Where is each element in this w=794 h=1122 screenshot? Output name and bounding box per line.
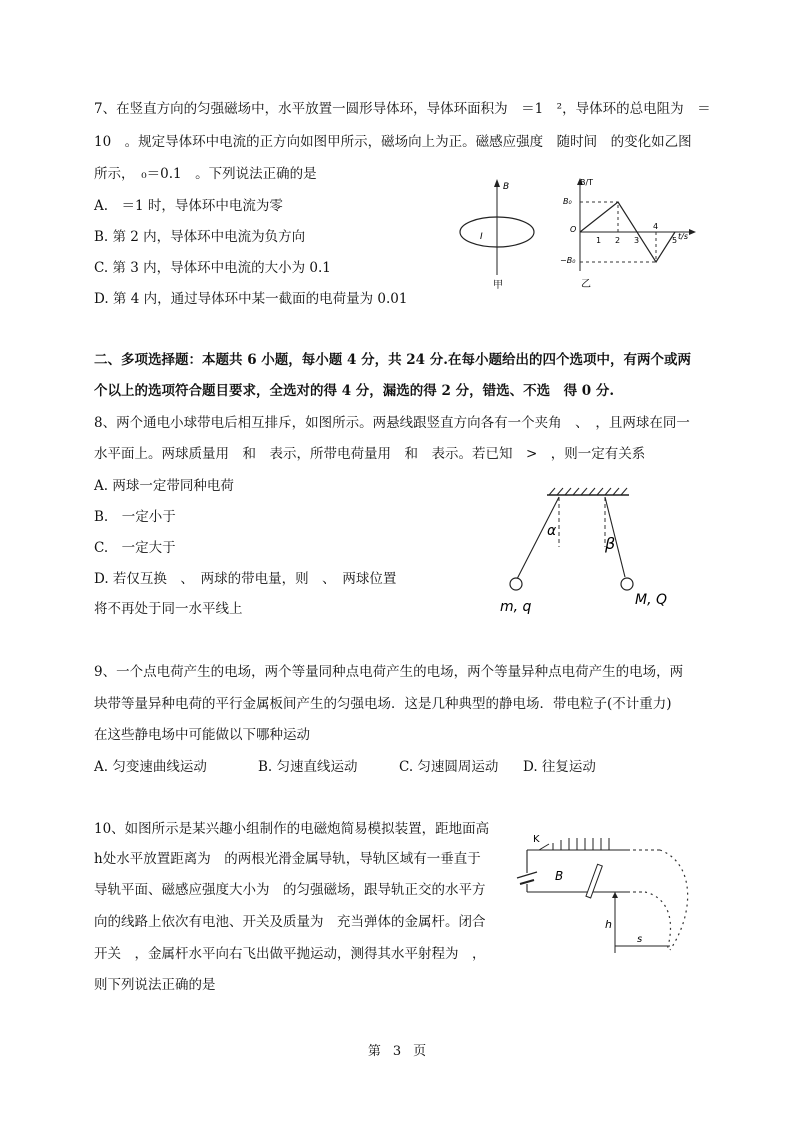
q10-battery-short (520, 880, 534, 884)
yi-x-arrow-icon (689, 229, 696, 235)
q9-line-2: 块带等量异种电荷的平行金属板间产生的匀强电场．这是几种典型的静电场．带电粒子(不计重力) (94, 696, 672, 712)
yi-ylabel: B/T (580, 178, 594, 187)
q8-option-c: C. 一定大于 (94, 540, 176, 556)
q7-line-1: 7、在竖直方向的匀强磁场中，水平放置一圆形导体环，导体环面积为 ＝1 ²，导体环的总电阻为 ＝ (94, 101, 711, 117)
q9-line-1: 9、一个点电荷产生的电场，两个等量同种点电荷产生的电场，两个等量异种点电荷产生的电场，两 (94, 664, 684, 680)
q8-option-b: B. 一定小于 (94, 509, 176, 525)
yi-origin: O (570, 225, 577, 234)
yi-tick-2: 2 (615, 236, 621, 245)
yi-tick-1: 1 (596, 236, 602, 245)
q8-figure (495, 485, 695, 615)
q9-option-c: C. 匀速圆周运动 (399, 759, 499, 775)
q10-s-label: s (637, 934, 643, 945)
q8-left-label: m, q (500, 599, 532, 615)
q10-metal-rod (586, 864, 602, 898)
q10-line-4: 向的线路上依次有电池、开关及质量为 充当弹体的金属杆。闭合 (94, 914, 486, 930)
q8-alpha: α (547, 523, 557, 539)
q10-line-1: 10、如图所示是某兴趣小组制作的电磁炮简易模拟装置，距地面高 (94, 821, 490, 837)
q8-left-ball (510, 578, 522, 590)
q8-right-label: M, Q (635, 592, 667, 608)
q9-option-d: D. 往复运动 (523, 759, 596, 775)
q8-line-1: 8、两个通电小球带电后相互排斥，如图所示。两悬线跟竖直方向各有一个夹角 、 ，且两球在同一 (94, 415, 690, 431)
q7-option-c: C. 第 3 内，导体环中电流的大小为 0.1 (94, 260, 331, 276)
q10-h-label: h (605, 918, 612, 931)
jia-b-arrow-icon (494, 179, 500, 187)
q10-trajectory-outer (660, 850, 688, 950)
yi-tick-3: 3 (634, 236, 640, 245)
q8-option-a: A. 两球一定带同种电荷 (94, 478, 234, 494)
q9-line-3: 在这些静电场中可能做以下哪种运动 (94, 727, 310, 743)
yi-tick-4: 4 (653, 222, 659, 231)
yi-tick-5: 5 (672, 236, 678, 245)
yi-neg-b0-label: −B₀ (560, 256, 576, 265)
page-number: 3 (392, 1044, 402, 1059)
q7-option-a: A. ＝1 时，导体环中电流为零 (94, 198, 283, 214)
q8-beta: β (605, 534, 616, 553)
yi-xlabel: t/s (678, 232, 688, 241)
q7-line-3: 所示， ₀＝0.1 。下列说法正确的是 (94, 166, 317, 182)
footer-di: 第 (367, 1044, 381, 1059)
q10-field-lines (553, 838, 609, 850)
footer-ye: 页 (413, 1044, 427, 1059)
q10-line-5: 开关 ，金属杆水平向右飞出做平抛运动，测得其水平射程为 ， (94, 946, 486, 962)
yi-caption: 乙 (581, 279, 591, 290)
jia-caption: 甲 (493, 280, 503, 290)
q7-option-b: B. 第 2 内，导体环中电流为负方向 (94, 229, 306, 245)
yi-plot (577, 178, 696, 271)
jia-i-label: I (480, 232, 483, 242)
q8-option-d: D. 若仅互换 、 两球的带电量，则 、 两球位置 (94, 571, 397, 587)
jia-b-label: B (503, 182, 510, 192)
q7-figure-yi (558, 175, 700, 290)
q7-line-2: 10 。规定导体环中电流的正方向如图甲所示，磁场向上为正。磁感应强度 随时间 的变化如乙图 (94, 134, 692, 150)
q8-option-d-cont: 将不再处于同一水平线上 (94, 601, 243, 617)
q10-line-6: 则下列说法正确的是 (94, 977, 216, 993)
q8-right-ball (621, 578, 633, 590)
yi-b0-label: B₀ (563, 197, 572, 206)
q10-b-label: B (555, 869, 564, 883)
page-footer (0, 1040, 794, 1059)
q10-trajectory-inner (645, 892, 671, 950)
section2-heading-line-2: 个以上的选项符合题目要求，全选对的得 4 分，漏选的得 2 分，错选、不选 得 0 分. (94, 383, 615, 399)
q10-k-label: K (533, 834, 540, 845)
q10-figure (505, 828, 700, 963)
q9-option-b: B. 匀速直线运动 (258, 759, 358, 775)
section2-heading-line-1: 二、多项选择题：本题共 6 小题，每小题 4 分，共 24 分.在每小题给出的四个选项中，有两个或两 (94, 352, 691, 368)
q8-ceiling-hatch (549, 488, 627, 495)
q10-line-3: 导轨平面、磁感应强度大小为 的匀强磁场，跟导轨正交的水平方 (94, 882, 486, 898)
q7-figure-jia (455, 175, 555, 290)
q10-line-2: h处水平放置距离为 的两根光滑金属导轨，导轨区域有一垂直于 (94, 851, 481, 867)
q10-h-arrow-up-icon (612, 892, 618, 898)
q7-option-d: D. 第 4 内，通过导体环中某一截面的电荷量为 0.01 (94, 291, 408, 307)
q9-option-a: A. 匀变速曲线运动 (94, 759, 207, 775)
q8-line-2: 水平面上。两球质量用 和 表示，所带电荷量用 和 表示。若已知 > ，则一定有关系 (94, 446, 646, 462)
q10-switch (539, 844, 549, 850)
